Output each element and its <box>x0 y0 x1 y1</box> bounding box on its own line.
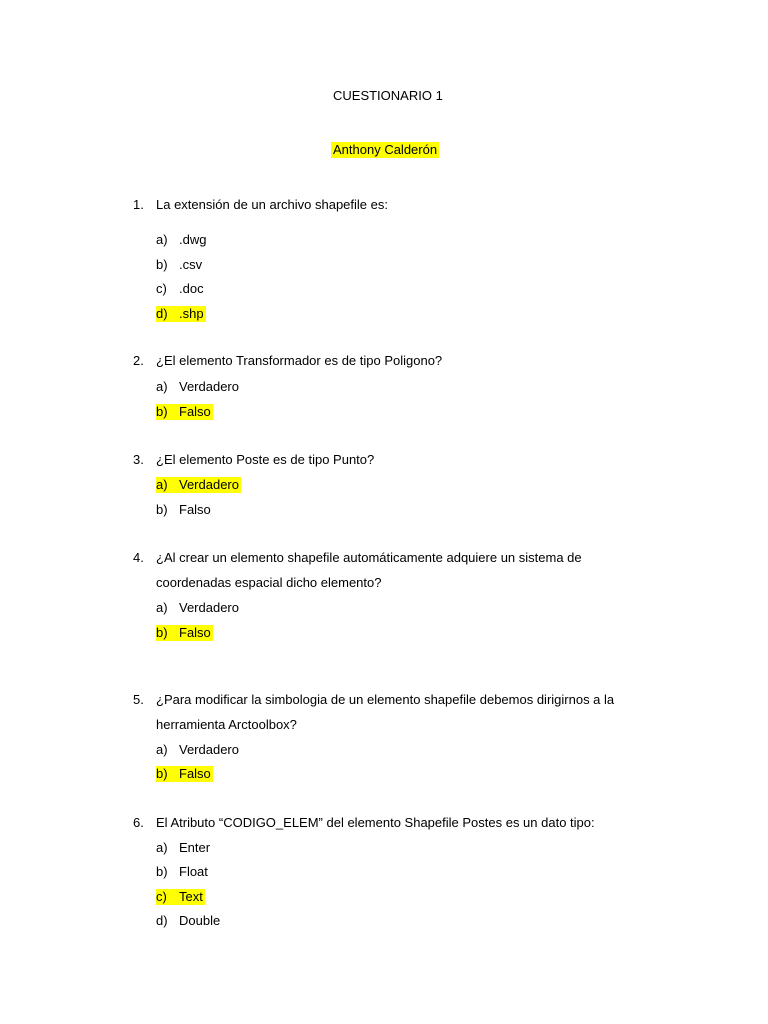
answer-option-selected <box>156 306 206 322</box>
answer-option <box>156 742 239 758</box>
option-letter: b) <box>156 257 168 272</box>
question-text: herramienta Arctoolbox? <box>156 717 297 732</box>
question-number: 4. <box>133 550 144 565</box>
answer-option <box>156 281 204 297</box>
option-letter: a) <box>156 742 168 757</box>
option-letter: b) <box>156 766 168 781</box>
option-text: .dwg <box>179 232 207 247</box>
question-number: 5. <box>133 692 144 707</box>
question-text: ¿Para modificar la simbologia de un elemento shapefile debemos dirigirnos a la <box>156 692 615 707</box>
option-text: Falso <box>179 502 211 517</box>
answer-option <box>156 864 208 880</box>
option-text: Falso <box>179 404 211 419</box>
option-text: .doc <box>179 281 204 296</box>
answer-option <box>156 840 210 856</box>
question-number: 6. <box>133 815 144 830</box>
question-number: 2. <box>133 353 144 368</box>
option-text: Double <box>179 913 221 928</box>
option-text: Float <box>179 864 208 879</box>
option-letter: b) <box>156 502 168 517</box>
question-text: El Atributo “CODIGO_ELEM” del elemento Shapefile Postes es un dato tipo: <box>156 815 595 830</box>
author-name: Anthony Calderón <box>333 142 438 157</box>
question-text: ¿El elemento Transformador es de tipo Poligono? <box>156 353 443 368</box>
answer-option <box>156 379 239 395</box>
option-text: Enter <box>179 840 211 855</box>
option-letter: a) <box>156 379 168 394</box>
option-text: .csv <box>179 257 203 272</box>
option-letter: b) <box>156 404 168 419</box>
answer-option <box>156 913 220 929</box>
option-letter: b) <box>156 625 168 640</box>
option-text: Falso <box>179 625 211 640</box>
answer-option <box>156 502 211 518</box>
option-letter: c) <box>156 889 167 904</box>
option-text: Verdadero <box>179 379 239 394</box>
option-letter: a) <box>156 840 168 855</box>
question-text: ¿El elemento Poste es de tipo Punto? <box>156 452 375 467</box>
question-number: 3. <box>133 452 144 467</box>
answer-option <box>156 257 202 273</box>
option-letter: c) <box>156 281 167 296</box>
option-text: Text <box>179 889 203 904</box>
option-letter: a) <box>156 600 168 615</box>
question-text: ¿Al crear un elemento shapefile automáticamente adquiere un sistema de <box>156 550 582 565</box>
answer-option <box>156 232 206 248</box>
answer-option-selected <box>156 404 213 420</box>
option-letter: a) <box>156 477 168 492</box>
answer-option <box>156 600 239 616</box>
question-text: coordenadas espacial dicho elemento? <box>156 575 382 590</box>
option-text: Verdadero <box>179 742 239 757</box>
option-letter: a) <box>156 232 168 247</box>
question-number: 1. <box>133 197 144 212</box>
document-title: CUESTIONARIO 1 <box>333 88 443 103</box>
answer-option-selected <box>156 889 205 905</box>
option-letter: d) <box>156 913 168 928</box>
option-letter: d) <box>156 306 168 321</box>
answer-option-selected <box>156 625 213 641</box>
option-letter: b) <box>156 864 168 879</box>
answer-option-selected <box>156 477 241 493</box>
question-text: La extensión de un archivo shapefile es: <box>156 197 388 212</box>
option-text: Verdadero <box>179 600 239 615</box>
answer-option-selected <box>156 766 213 782</box>
option-text: Falso <box>179 766 211 781</box>
option-text: Verdadero <box>179 477 239 492</box>
option-text: .shp <box>179 306 204 321</box>
